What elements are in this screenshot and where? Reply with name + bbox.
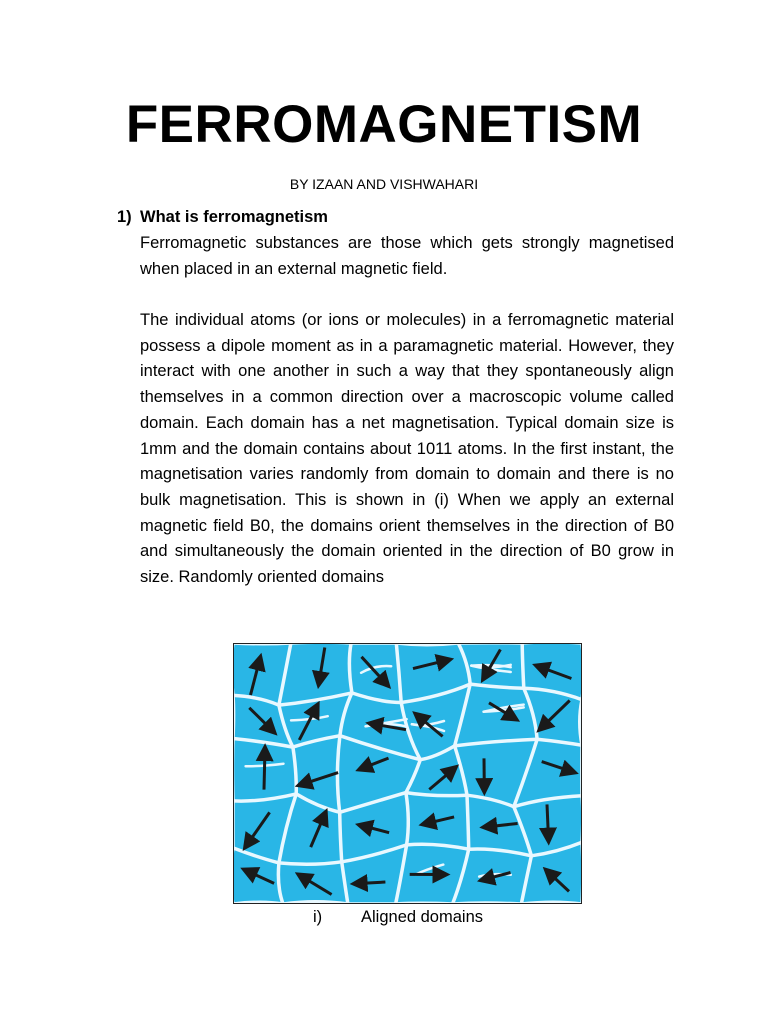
domain-arrow: [359, 882, 386, 884]
domain-boundary: [467, 795, 469, 849]
figure-caption-text: Aligned domains: [361, 908, 483, 926]
section-heading: What is ferromagnetism: [140, 208, 328, 226]
section-number: 1): [117, 208, 132, 226]
domain-boundary: [340, 812, 342, 862]
document-title: FERROMAGNETISM: [125, 95, 643, 154]
magnetic-domains-figure: [233, 643, 582, 904]
author-byline: BY IZAAN AND VISHWAHARI: [289, 176, 479, 192]
magnetic-domains-illustration: [233, 643, 582, 904]
domain-arrow: [264, 752, 265, 790]
paragraph-definition: Ferromagnetic substances are those which gets strongly magnetised when placed in an external magnetic field.: [140, 234, 674, 278]
figure-caption-number: i): [313, 908, 323, 926]
paragraph-domains: The individual atoms (or ions or molecules) in a ferromagnetic material possess a dipole moment as in a paramagnetic material. However, they interact with one another in such a way that they spontaneously align themselves in a common direction over a macroscopic volume called domain. Each domain has a net magnetisation. Typical domain size is 1mm and the domain contains about 1011 atoms. In the first instant, the magnetisation varies randomly from domain to domain and there is no bulk magnetisation. This is shown in (i) When we apply an external magnetic field B0, the domains orient themselves in the direction of B0 and simultaneously the domain oriented in the direction of B0 grow in size. Randomly oriented domains: [140, 311, 674, 587]
domain-boundary: [522, 643, 524, 688]
domain-arrow: [547, 804, 548, 836]
